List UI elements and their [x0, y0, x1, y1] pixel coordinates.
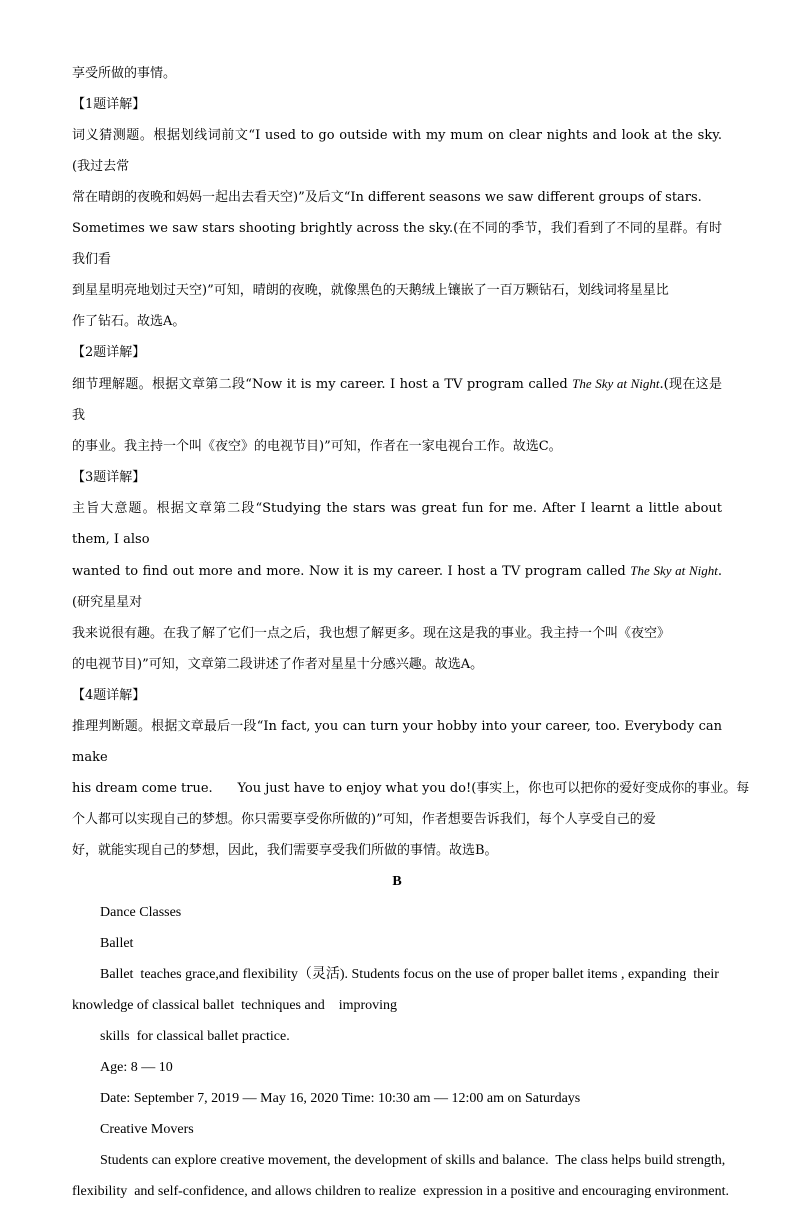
program-title: The Sky at Night	[572, 376, 660, 391]
q1-line: 到星星明亮地划过天空)”可知，晴朗的夜晚，就像黑色的天鹅绒上镶嵌了一百万颗钻石，划线词将星星比	[72, 283, 669, 298]
q3-line2-post: .(研究星星对	[72, 564, 722, 610]
creative-movers-heading: Creative Movers	[100, 1122, 194, 1137]
ballet-desc: knowledge of classical ballet techniques and improving	[72, 998, 398, 1013]
q4-line: 推理判断题。根据文章最后一段“In fact, you can turn your hobby into your career, too. Everybody can make	[72, 719, 722, 765]
q3-line: 我来说很有趣。在我了解了它们一点之后，我也想了解更多。现在这是我的事业。我主持一个叫《夜空》	[72, 626, 671, 641]
intro-tail-text: 享受所做的事情。	[72, 66, 177, 81]
q4-line: his dream come true. You just have to enjoy what you do!(事实上，你也可以把你的爱好变成你的事业。每	[72, 781, 750, 796]
ballet-heading: Ballet	[100, 936, 134, 951]
q4-line: 好，就能实现自己的梦想，因此，我们需要享受我们所做的事情。故选B。	[72, 843, 498, 858]
document-page	[72, 58, 750, 1207]
q1-line: 常在晴朗的夜晚和妈妈一起出去看天空)”及后文“In different seasons we saw different groups of stars.	[72, 190, 702, 205]
q1-line: Sometimes we saw stars shooting brightly across the sky.(在不同的季节，我们看到了不同的星群。有时我们看	[72, 221, 722, 267]
q4-line: 个人都可以实现自己的梦想。你只需要享受你所做的)”可知，作者想要告诉我们，每个人享受自己的爱	[72, 812, 656, 827]
q2-line	[72, 368, 722, 431]
section-b-label: B	[392, 874, 402, 889]
q3-line2-pre: wanted to find out more and more. Now it is my career. I host a TV program called	[72, 564, 631, 579]
q1-heading: 【1题详解】	[72, 97, 146, 112]
q2-line: 的事业。我主持一个叫《夜空》的电视节目)”可知，作者在一家电视台工作。故选C。	[72, 439, 562, 454]
section-b-title: Dance Classes	[100, 905, 182, 920]
q2-line1-post: .(现在这是我	[72, 377, 722, 423]
ballet-desc: Ballet teaches grace,and flexibility（灵活). Students focus on the use of proper ballet items , expanding their	[100, 967, 719, 982]
q4-heading: 【4题详解】	[72, 688, 146, 703]
q2-heading: 【2题详解】	[72, 345, 146, 360]
q1-line: 词义猜测题。根据划线词前文“I used to go outside with my mum on clear nights and look at the sky.(我过去常	[72, 128, 722, 174]
q3-heading: 【3题详解】	[72, 470, 146, 485]
creative-desc: flexibility and self-confidence, and allows children to realize expression in a positive and encouraging environment.	[72, 1184, 730, 1199]
q3-line: 主旨大意题。根据文章第二段“Studying the stars was great fun for me. After I learnt a little about them, I also	[72, 501, 722, 547]
q3-line	[72, 555, 722, 618]
ballet-age: Age: 8 — 10	[100, 1060, 173, 1075]
q3-line: 的电视节目)”可知，文章第二段讲述了作者对星星十分感兴趣。故选A。	[72, 657, 484, 672]
ballet-desc: skills for classical ballet practice.	[100, 1029, 290, 1044]
q2-line1-pre: 细节理解题。根据文章第二段“Now it is my career. I host a TV program called	[72, 377, 573, 392]
q1-line: 作了钻石。故选A。	[72, 314, 186, 329]
creative-desc: Students can explore creative movement, the development of skills and balance. The class helps build strength,	[100, 1153, 726, 1168]
ballet-date: Date: September 7, 2019 — May 16, 2020 Time: 10:30 am — 12:00 am on Saturdays	[100, 1091, 581, 1106]
program-title: The Sky at Night	[630, 563, 718, 578]
